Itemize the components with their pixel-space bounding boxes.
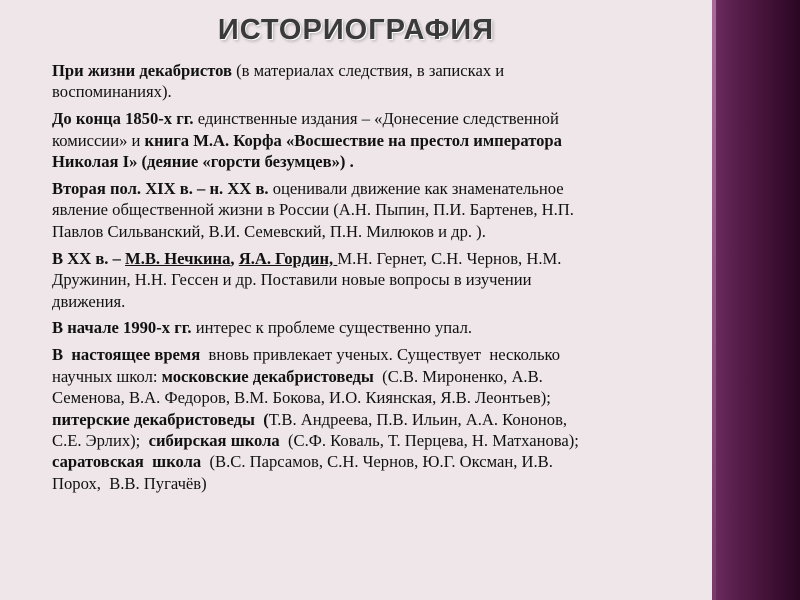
bold-text: В XX в. –: [52, 248, 126, 268]
text-line: [52, 248, 702, 269]
bold-text: питерские декабристоведы (: [52, 409, 269, 429]
paragraph: [52, 344, 702, 494]
underlined-name: М.В. Нечкина: [125, 248, 231, 268]
text-segment: вновь привлекает ученых. Существует несколько: [200, 345, 561, 365]
text-line: [52, 130, 702, 151]
text-line: [52, 344, 702, 365]
text-segment: комиссии» и: [52, 130, 145, 150]
bold-text: При жизни декабристов: [52, 61, 232, 80]
paragraph: [52, 178, 702, 242]
bold-text: Николая I» (деяние «горсти безумцев») .: [52, 152, 354, 172]
text-line: [52, 409, 702, 430]
bold-text: саратовская школа: [52, 452, 202, 472]
bold-text: ,: [230, 248, 239, 268]
bold-text: В начале 1990-х гг.: [52, 318, 192, 338]
text-line: [52, 430, 702, 451]
decorative-side-bar: [712, 0, 800, 600]
text-line: [52, 269, 702, 290]
text-line: [52, 291, 702, 312]
bold-text: Вторая пол. XIX в. – н. XX в.: [52, 179, 269, 199]
text-segment: М.Н. Гернет, С.Н. Чернов, Н.М.: [337, 248, 562, 268]
bold-text: В настоящее время: [52, 345, 201, 365]
paragraph: [52, 248, 702, 312]
text-segment: Семенова, В.А. Федоров, В.М. Бокова, И.О. Киянская, Я.В. Леонтьев);: [52, 388, 551, 408]
text-line: [52, 317, 702, 338]
text-segment: (В.С. Парсамов, С.Н. Чернов, Ю.Г. Оксман, И.В.: [201, 452, 553, 472]
text-segment: Порох, В.В. Пугачёв): [52, 473, 207, 493]
text-segment: движения.: [52, 291, 126, 311]
text-segment: Дружинин, Н.Н. Гессен и др. Поставили новые вопросы в изучении: [52, 270, 532, 290]
bold-text: книга М.А. Корфа «Восшествие на престол императора: [144, 130, 562, 150]
text-segment: интерес к проблеме существенно упал.: [191, 318, 473, 338]
text-segment: научных школ:: [52, 366, 162, 386]
text-line: [52, 366, 702, 387]
bold-text: До конца 1850-х гг.: [52, 109, 194, 129]
text-line: [52, 81, 702, 102]
text-line: [52, 151, 702, 172]
text-segment: воспоминаниях).: [52, 82, 172, 102]
text-segment: Павлов Сильванский, В.И. Семевский, П.Н. Милюков и др. ).: [52, 221, 486, 241]
slide-title: ИСТОРИОГРАФИЯ: [217, 14, 495, 46]
underlined-name: Я.А. Гордин,: [238, 248, 338, 268]
text-segment: С.Е. Эрлих);: [52, 431, 149, 450]
text-line: [52, 178, 702, 199]
text-line: [52, 199, 702, 220]
slide-content: [52, 60, 702, 500]
text-line: [52, 451, 702, 472]
text-line: [52, 221, 702, 242]
text-segment: явление общественной жизни в России (А.Н. Пыпин, П.И. Бартенев, Н.П.: [52, 200, 574, 220]
bold-text: московские декабристоведы: [161, 366, 374, 386]
paragraph: [52, 60, 702, 103]
text-segment: (в материалах следствия, в записках и: [231, 61, 505, 80]
text-segment: (С.Ф. Коваль, Т. Перцева, Н. Матханова);: [279, 431, 579, 450]
text-segment: Т.В. Андреева, П.В. Ильин, А.А. Кононов,: [268, 409, 568, 429]
text-line: [52, 60, 702, 81]
paragraph: [52, 108, 702, 172]
text-line: [52, 108, 702, 129]
text-line: [52, 473, 702, 494]
bold-text: сибирская школа: [148, 431, 280, 450]
text-segment: (С.В. Мироненко, А.В.: [373, 366, 543, 386]
text-segment: оценивали движение как знаменательное: [268, 179, 564, 199]
text-segment: единственные издания – «Донесение следственной: [193, 109, 559, 129]
text-line: [52, 387, 702, 408]
paragraph: [52, 317, 702, 338]
